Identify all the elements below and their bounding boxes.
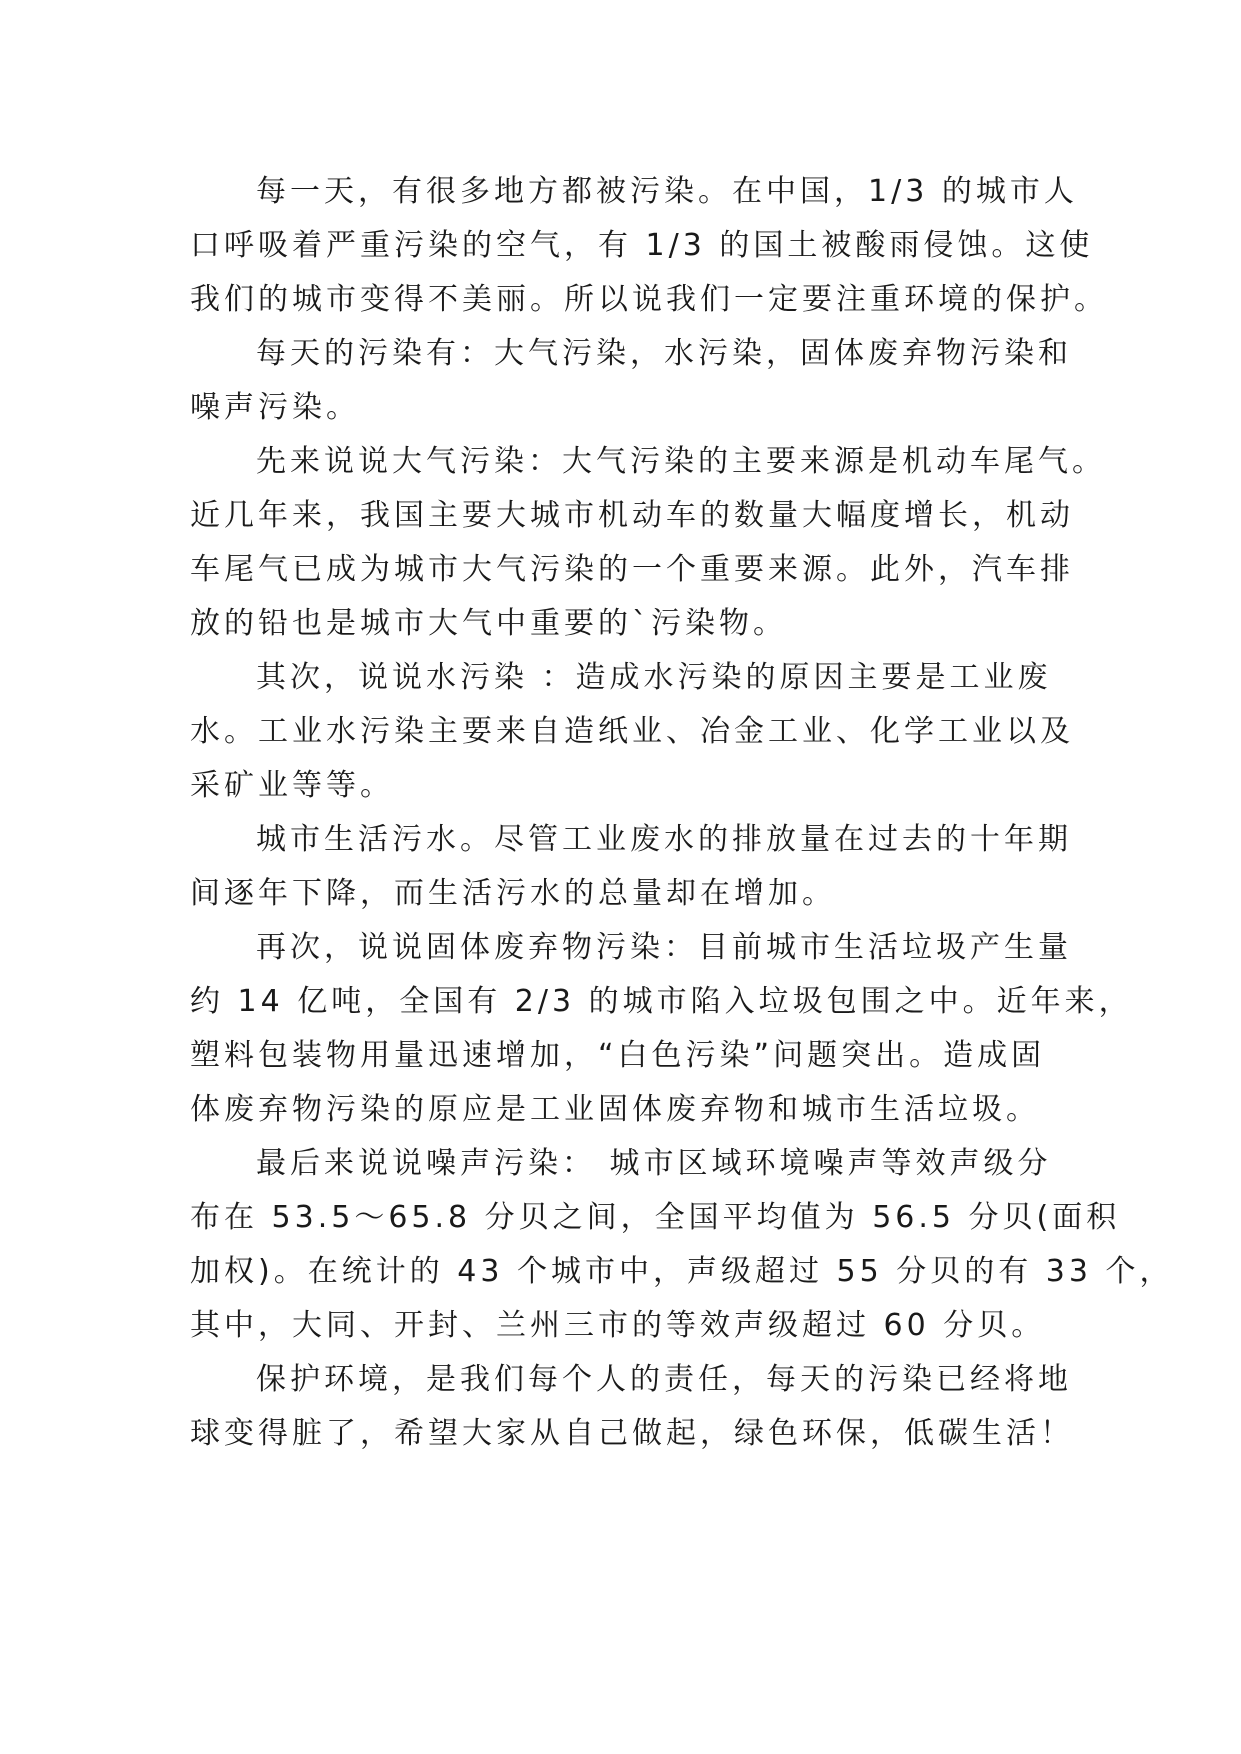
- text-line: 口呼吸着严重污染的空气，有 1/3 的国土被酸雨侵蚀。这使: [190, 228, 1094, 263]
- text-line: 加权)。在统计的 43 个城市中，声级超过 55 分贝的有 33 个，: [190, 1254, 1174, 1289]
- paragraph-intro: [190, 165, 1108, 327]
- paragraph-noise-pollution: [190, 1137, 1174, 1353]
- paragraph-conclusion: [190, 1353, 1090, 1461]
- paragraph-air-pollution: [190, 435, 1106, 651]
- text-line: 再次，说说固体废弃物污染：目前城市生活垃圾产生量: [256, 930, 1072, 965]
- text-line: 车尾气已成为城市大气污染的一个重要来源。此外，汽车排: [190, 552, 1074, 587]
- document-body: [190, 165, 1174, 1461]
- text-line: 放的铅也是城市大气中重要的`污染物。: [190, 606, 787, 641]
- paragraph-domestic-sewage: [190, 813, 1090, 921]
- paragraph-pollution-types: [190, 327, 1090, 435]
- paragraph-water-pollution: [190, 651, 1090, 813]
- text-line: 先来说说大气污染：大气污染的主要来源是机动车尾气。: [256, 444, 1106, 479]
- paragraph-solid-waste: [190, 921, 1133, 1137]
- text-line: 城市生活污水。尽管工业废水的排放量在过去的十年期: [256, 822, 1072, 857]
- text-line: 采矿业等等。: [190, 768, 394, 803]
- text-line: 球变得脏了，希望大家从自己做起，绿色环保，低碳生活！: [190, 1416, 1074, 1451]
- text-line: 最后来说说噪声污染： 城市区域环境噪声等效声级分: [256, 1146, 1052, 1181]
- text-line: 保护环境，是我们每个人的责任，每天的污染已经将地: [256, 1362, 1072, 1397]
- text-line: 布在 53.5～65.8 分贝之间，全国平均值为 56.5 分贝(面积: [190, 1200, 1121, 1235]
- text-line: 体废弃物污染的原应是工业固体废弃物和城市生活垃圾。: [190, 1092, 1040, 1127]
- text-line: 其次，说说水污染 ：造成水污染的原因主要是工业废: [256, 660, 1052, 695]
- text-line: 水。工业水污染主要来自造纸业、冶金工业、化学工业以及: [190, 714, 1074, 749]
- text-line: 间逐年下降，而生活污水的总量却在增加。: [190, 876, 836, 911]
- text-line: 每天的污染有：大气污染，水污染，固体废弃物污染和: [256, 336, 1072, 371]
- text-line: 噪声污染。: [190, 390, 360, 425]
- text-line: 我们的城市变得不美丽。所以说我们一定要注重环境的保护。: [190, 282, 1108, 317]
- text-line: 其中，大同、开封、兰州三市的等效声级超过 60 分贝。: [190, 1308, 1046, 1343]
- text-line: 每一天，有很多地方都被污染。在中国，1/3 的城市人: [256, 174, 1078, 209]
- text-line: 约 14 亿吨，全国有 2/3 的城市陷入垃圾包围之中。近年来，: [190, 984, 1133, 1019]
- text-line: 塑料包装物用量迅速增加，“白色污染”问题突出。造成固: [190, 1038, 1046, 1073]
- text-line: 近几年来，我国主要大城市机动车的数量大幅度增长，机动: [190, 498, 1074, 533]
